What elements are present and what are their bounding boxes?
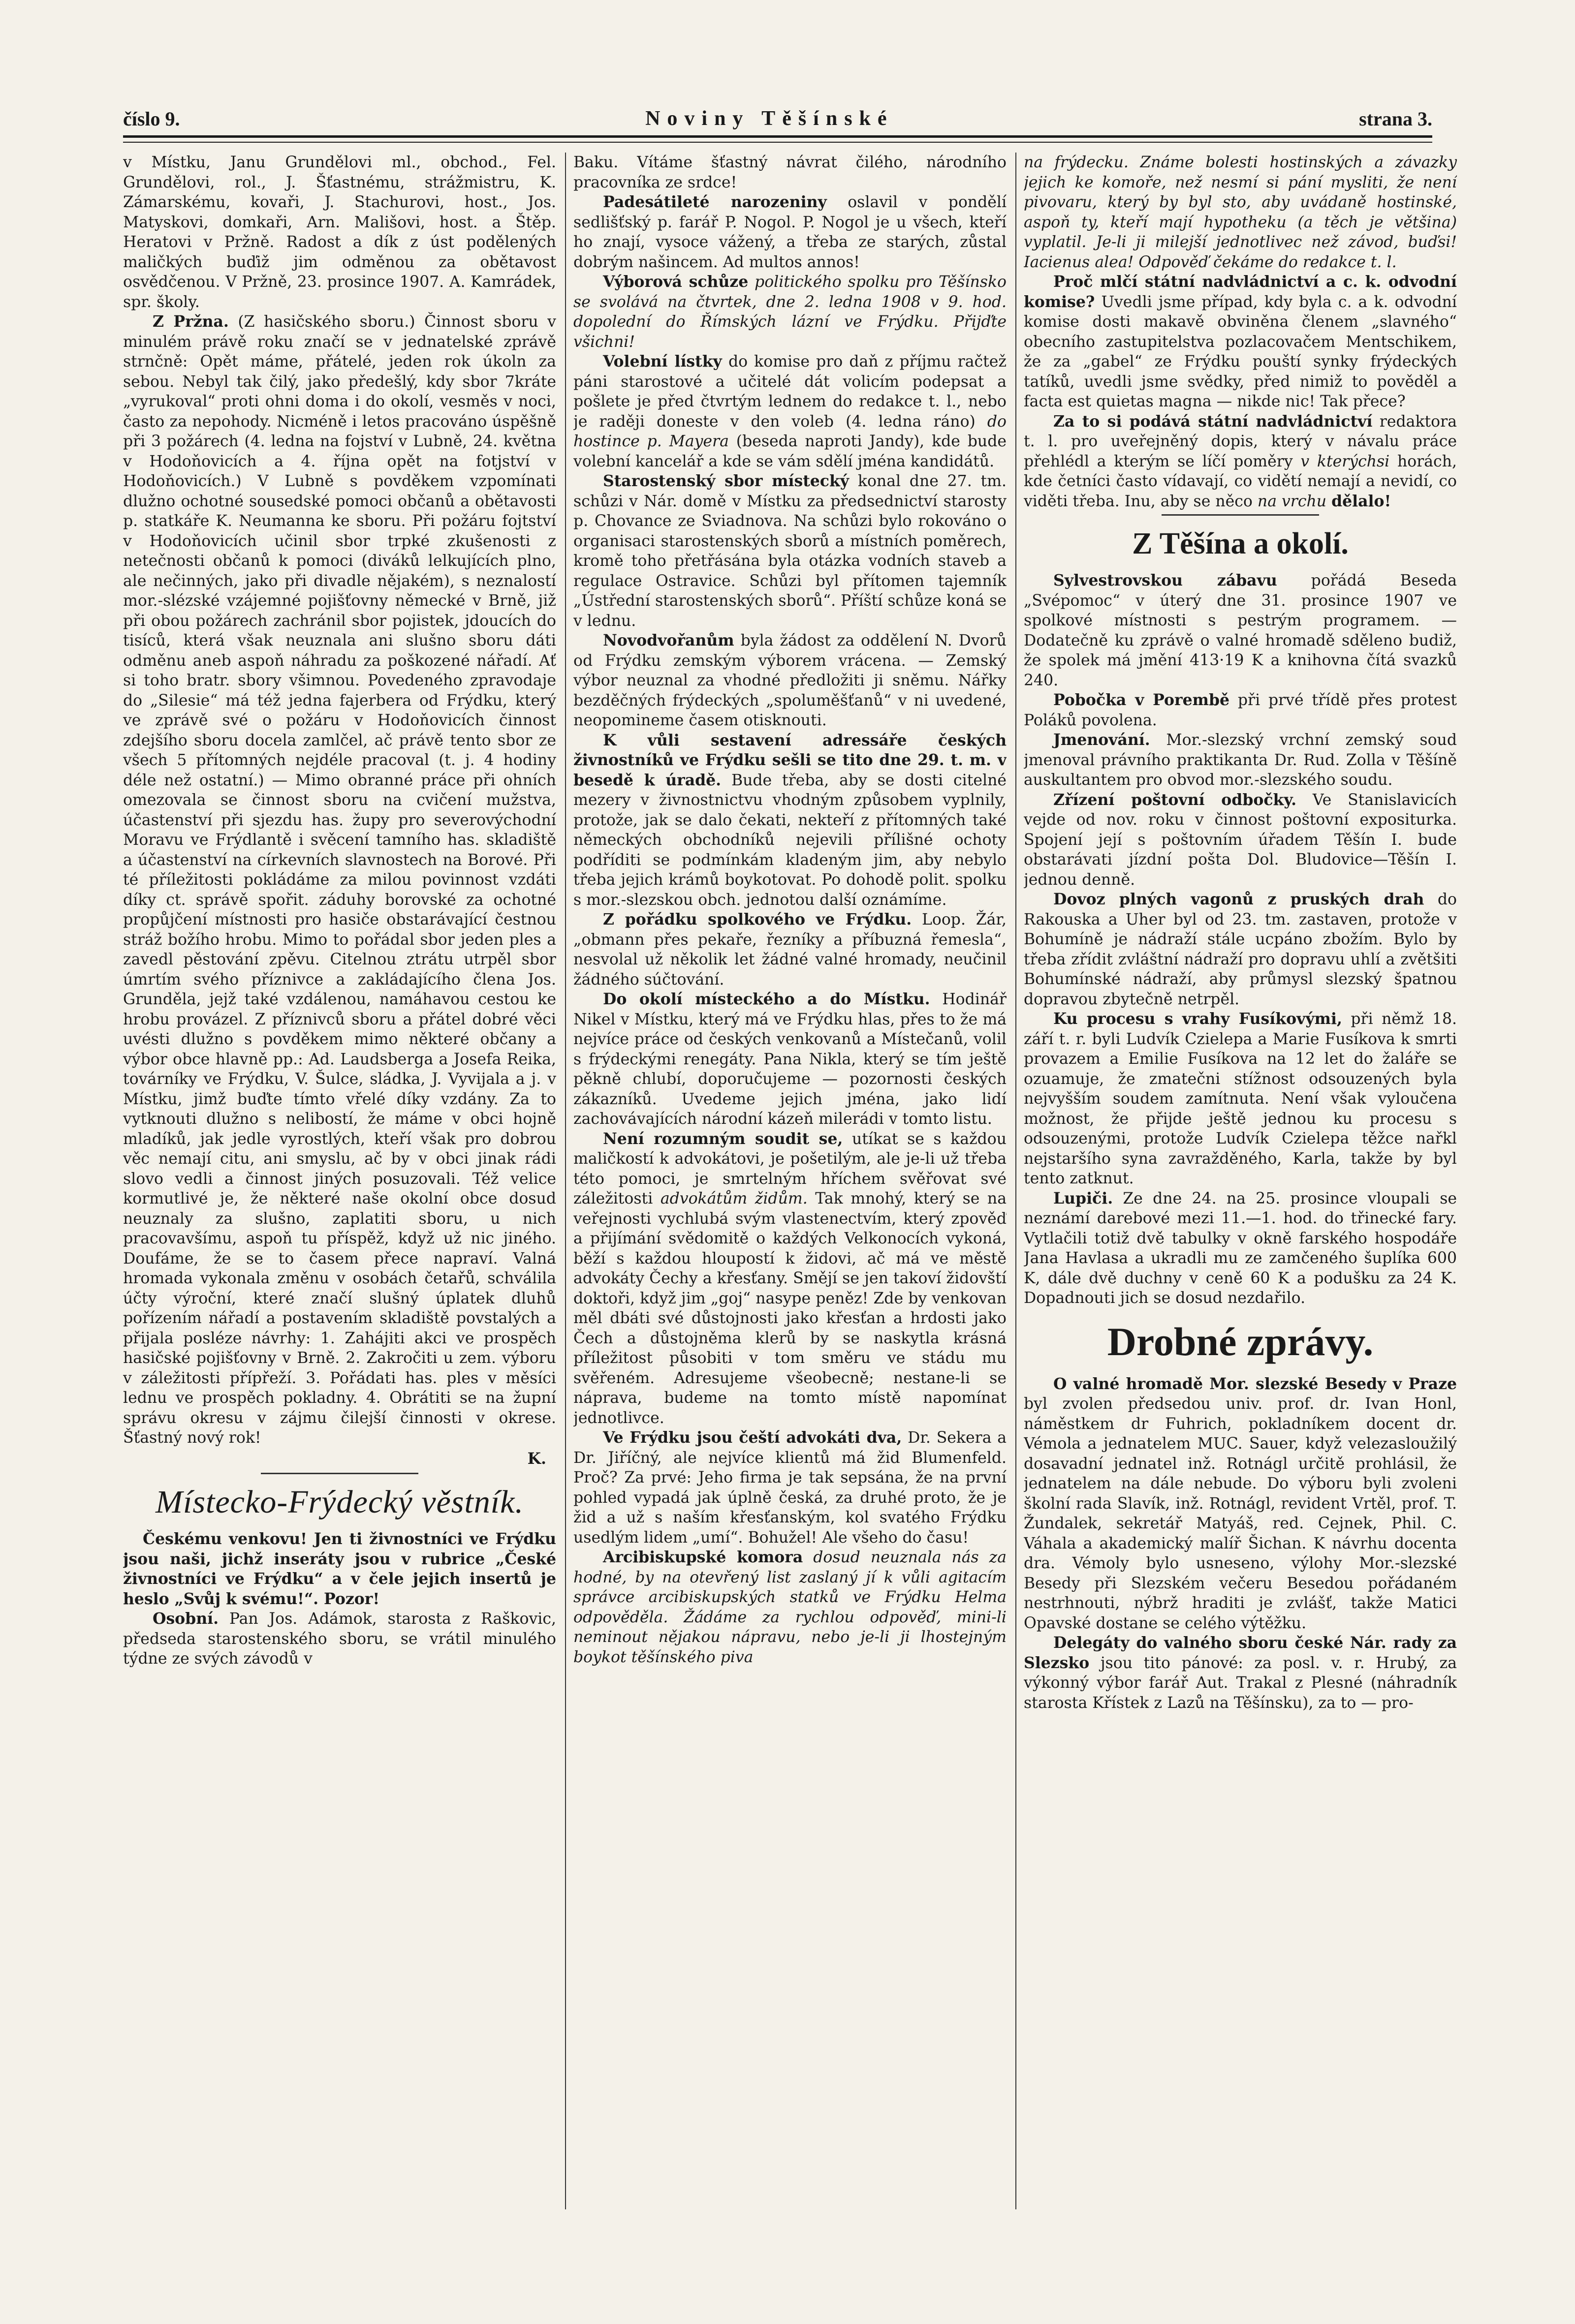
article-lead: Starostenský sbor místecký bbox=[603, 472, 850, 490]
column-1 bbox=[123, 153, 556, 2219]
article-lead: Z Pržna. bbox=[153, 312, 229, 331]
article-paragraph: na frýdecku. Známe bolesti hostinských a závazky jejich ke komoře, než nesmí si pání mysliti, že není pivovaru, který by byl sto, aby uvádaně hostinské, aspoň ty, kteří mají hypotheku (a těch je většina) vyplatil. Je-li ji milejší jednotlivec než závod, buďsi! Iacienus alea! Odpověď čekáme do redakce t. l. bbox=[1024, 154, 1457, 271]
article-paragraph: Z pořádku spolkového ve Frýdku. Loop. Žár, „obmann přes pekaře, řezníky a příbuzná řemesla“, nesvolal už několik let žádné valné hromady, neučinil žádného súčtování. bbox=[573, 910, 1007, 989]
article-paragraph: Pobočka v Porembě při prvé třídě přes protest Poláků povolena. bbox=[1024, 691, 1457, 729]
article-paragraph: Dovoz plných vagonů z pruských drah do Rakouska a Uher byl od 23. tm. zastaven, protože v Bohumíně je nádraží stále ucpáno zbožím. Bylo by třeba zřídit zvláštní nádraží pro dopravu uhlí a zvětšiti Bohumínské nádraží, aby průmysl slezský špatnou dopravou zbytečně netrpěl. bbox=[1024, 890, 1457, 1008]
article-lead: K vůli sestavení adressáře českých živnostníků ve Frýdku sešli se tito dne 29. t. m. v besedě k úradě. bbox=[573, 731, 1007, 789]
article-paragraph: Do okolí místeckého a do Místku. Hodinář Nikel v Místku, který má ve Frýdku hlas, přes to že má nejvíce práce od českých venkovanů a Místečanů, volil s frýdeckými renegáty. Pana Nikla, který se tím ještě pěkně chlubí, doporučujeme — pozornosti českých zákazníků. Uvedeme jejich jména, jako lidí zachovávajících národní kázeň milerádi v tomto listu. bbox=[573, 990, 1007, 1128]
article-lead: Za to si podává státní nadvládnictví bbox=[1053, 412, 1373, 431]
header-rule bbox=[123, 135, 1432, 143]
column-2 bbox=[573, 153, 1007, 2219]
section-title-vestnik: Místecko-Frýdecký věstník. bbox=[156, 1484, 524, 1520]
article-paragraph: Starostenský sbor místecký konal dne 27. tm. schůzi v Nár. domě v Místku za předsednictví starosty p. Chovance ze Sviadnova. Na schůzi bylo rokováno o organisaci starostenských sborů a místních poměrech, kromě toho přetřásána byla otázka vodních staveb a regulace Ostravice. Schůzi byl přítomen tajemník „Ústřední starostenských sborů“. Příští schůze koná se v lednu. bbox=[573, 472, 1007, 630]
section-divider bbox=[1162, 514, 1319, 516]
article-paragraph: Baku. Vítáme šťastný návrat čilého, národního pracovníka ze srdce! bbox=[573, 154, 1007, 191]
article-paragraph: Osobní. Pan Jos. Adámok, starosta z Raškovic, předseda starostenského sboru, se vrátil minulého týdne ze svých závodů v bbox=[123, 1610, 556, 1668]
article-signature: K. bbox=[527, 1449, 546, 1468]
article-lead: Pobočka v Porembě bbox=[1053, 691, 1230, 709]
article-paragraph: Ku procesu s vrahy Fusíkovými, při němž 18. září t. r. byli Ludvík Czielepa a Marie Fusíkova k smrti provazem a Emilie Fusíkova na 12 let do žaláře se ozuamuje, že zmatečni stížnost odsouzených byla nejvyšším soudem zamítnuta. Není však vyloučena možnost, že přijde ještě jednou ku procesu s odsouzenými, protože Ludvík Czielepa těžce nařkl nejstaršího syna zavražděného, Karla, takže by byl tento zatknut. bbox=[1024, 1010, 1457, 1187]
article-lead: Volební lístky bbox=[603, 352, 722, 371]
section-title-drobne: Drobné zprávy. bbox=[1107, 1319, 1374, 1364]
section-divider bbox=[261, 1473, 418, 1474]
article-lead: Delegáty do valného sboru české Nár. rady za Slezsko bbox=[1024, 1634, 1457, 1672]
article-lead: Sylvestrovskou zábavu bbox=[1053, 571, 1277, 589]
article-lead: Lupiči. bbox=[1053, 1189, 1113, 1208]
section-title-tesin: Z Těšína a okolí. bbox=[1132, 527, 1349, 560]
article-paragraph: Z Pržna. (Z hasičského sboru.) Činnost sboru v minulém právě roku značí se v jednatelské zprávě strnčně: Opět máme, přátelé, jeden rok úkoln za sebou. Nebyl tak čilý, jako předešlý, kdy sbor 7kráte „vyrukoval“ proti ohni doma i do okolí, vesměs v noci, často za nepohody. Nicméně i letos pracováno úspěšně při 3 požárech (4. ledna na fojství v Lubně, 24. května v Hodoňovicích a 4. října opět na fotjství v Hodoňovicích.) V Lubně s povděkem vzpomínati dlužno ochotné sousedské pomoci občanů a obětavosti p. statkáře K. Neumanna ke sboru. Při požáru fojtství v Hodoňovicích učinil sbor trpké zkušenosti z netečnosti občanů k pomoci (diváků lelkujících plno, ale nečinných, jako při divadle nějakém), s neznalostí mor.-slézské vzájemné pojišťovny německé v Brně, již při obou požárech zachránil sbor pojistek, jdoucích do tisíců, která však neuznala ani slušno sboru dáti odměnu aneb aspoň náhradu za poškozené nářadí. Ať si toho bratr. sbory všimnou. Povedeného zpravodaje do „Silesie“ má též jedna fajerbera od Frýdku, který ve zprávě své o požáru v Hodoňovicích činnost zdejšího sboru docela zamlčel, ač právě tento sbor ze všech 5 přítomných nejdéle pracoval (t. j. 4 hodiny déle než ostatní.) — Mimo obranné práce při ohních omezovala se činnost sboru na cvičení mužstva, účastenství při sjezdu has. župy pro severovýchodní Moravu ve Frýdlantě i svěcení tamního has. skladiště a účastenství na církevních slavnostech na Borové. Při té příležitosti pokládáme za milou povinnost vzdáti díky ct. správě spořit. záduhy borovské za ochotné propůjčení místnosti pro hasiče obstarávající čestnou stráž božího hrobu. Mimo to pořádal sbor jeden ples a zavedl pěstování zpěvu. Citelnou ztrátu utrpěl sbor úmrtím svého příznivce a zakládajícího člena Jos. Grunděla, jejž také vzdálenou, namáhavou cestou ke hrobu provázel. Z příznivců sboru a přátel dobré věci uvésti dlužno s povděkem mimo některé občany a výbor obce hlavně pp.: Ad. Laudsberga a Josefa Reika, továrníky ve Frýdku, V. Šulce, sládka, J. Vyvijala a j. v Místku, jimž buďte tímto vřelé díky vzdány. Za to vytknouti dlužno s nelibostí, že máme v obci hojně mladíků, jak jedle vyrostlých, kteří však pro dobrou věc nemají citu, ani smyslu, ač by v obci jinak rádi slovo vedli a činnost jiných posuzovali. Též velice kormutlivé je, že některé naše okolní obce dosud neuznaly za slušno, zaplatiti sboru, u nich pracovavšímu, aspoň tu příspěž, když už nic jiného. Doufáme, že se to časem přece napraví. Valná hromada vykonala změnu v osobách četařů, schválila účty výroční, které značí slušný úplatek dluhů pořízením nářadí a postavením skladiště povstalých a přijala posléze návrhy: 1. Zahájiti akci ve prospěch hasičské pojišťovny v Brně. 2. Zakročiti u zem. výboru v záležitosti přípřeží. 3. Pořádati has. ples v měsíci lednu ve prospěch pokladny. 4. Obrátiti se na župní správu okresu v zájmu čilejší činnosti v okrese. Šťastný nový rok! bbox=[123, 312, 556, 1447]
article-paragraph: Padesátileté narozeniny oslavil v pondělí sedlišťský p. farář P. Nogol. P. Nogol je u všech, kteří ho znají, vysoce vážený, a třeba ze starých, zůstal dobrým našincem. Ad multos annos! bbox=[573, 193, 1007, 271]
article-paragraph: Za to si podává státní nadvládnictví redaktora t. l. pro uveřejněný dopis, který v návalu práce přehlédl a kterým se líčí poměry v kterýchsi horách, kde četníci často vídavají, co vidětí nemají a nevidí, co viděti třeba. Inu, aby se něco na vrchu dělalo! bbox=[1024, 412, 1457, 510]
article-paragraph: Výborová schůze politického spolku pro Těšínsko se svolává na čtvrtek, dne 2. ledna 1908 v 9. hod. dopolední do Římských lázní ve Frýdku. Přijďte všichni! bbox=[573, 273, 1007, 351]
article-lead: Není rozumným soudit se, bbox=[603, 1129, 843, 1148]
issue-number: číslo 9. bbox=[123, 108, 180, 130]
article-lead: Zřízení poštovní odbočky. bbox=[1053, 790, 1297, 809]
article-lead: Ve Frýdku jsou čeští advokáti dva, bbox=[603, 1428, 902, 1447]
article-paragraph: Arcibiskupské komora dosud neuznala nás za hodné, by na otevřený list zaslaný jí k vůli agitacím správce arcibiskupských statků ve Frýdku Helma odpověděla. Žádáme za rychlou odpověď, mini-li neminout nějakou nápravu, nebo je-li ji lhostejným boykot těšínského piva bbox=[573, 1548, 1007, 1666]
article-paragraph: Delegáty do valného sboru české Nár. rady za Slezsko jsou tito pánové: za posl. v. r. Hrubý, za výkonný výbor farář Aut. Trakal z Plesné (náhradník starosta Křístek z Lazů na Těšínsku), za to — pro- bbox=[1024, 1634, 1457, 1712]
article-paragraph: Jmenování. Mor.-slezský vrchní zemský soud jmenoval právního praktikanta Dr. Rud. Zolla v Těšíně auskultantem pro obvod mor.-slezského soudu. bbox=[1024, 731, 1457, 789]
article-paragraph: Lupiči. Ze dne 24. na 25. prosince vloupali se neznámí darebové mezi 11.—1. hod. do třinecké fary. Vytlačili totiž dvě tabulky v okně farského hospodáře Jana Havlasa a ukradli mu ze zamčeného šuplíka 600 K, dále dvě duchny v ceně 60 K a podušku za 24 K. Dopadnouti jich se dosud nezdařilo. bbox=[1024, 1189, 1457, 1307]
article-lead: Výborová schůze bbox=[603, 273, 749, 291]
article-paragraph: O valné hromadě Mor. slezské Besedy v Praze byl zvolen předsedou univ. prof. dr. Ivan Honl, náměstkem dr Fuhrich, pokladníkem docent dr. Vémola a jednatelem MUC. Sauer, když velezasloužilý dosavadní jednatel inž. Rotnágl určitě prohlásil, že jednatelem na dále nebude. Do výboru byli zvoleni školní rada Slavík, inž. Rotnágl, revident Vrtěl, prof. T. Žundalek, sekretář Matyáš, red. Cejnek, Phil. C. Váhala a akademický malíř Šichan. K návrhu docenta dra. Vémoly bylo usneseno, výlohy Mor.-slezské Besedy při Slezském večeru Besedou pořádaném nestrhnouti, nýbrž hraditi je zvlášť, takže Matici Opavské dostane se celého výtěžku. bbox=[1024, 1374, 1457, 1632]
article-paragraph: Není rozumným soudit se, utíkat se s každou maličkostí k advokátovi, je pošetilým, ale je-li už třeba této pomoci, je smrtelným hříchem svěřovat své záležitosti advokátům židům. Tak mnohý, který se na veřejnosti vychlubá svým vlastenectvím, který zpověď a přijímání svědomitě o každých Velkonocích vykoná, běží s každou hloupostí k židovi, ač má ve městě advokáty Čechy a křesťany. Smějí se jen takoví židovští doktoři, když jim „goj“ nasype peněz! Zde by venkovan měl dbáti své důstojnosti jako křesťan a hrdosti jako Čech a důstojněma klerů by se naskytla krásná příležitost působiti v tom směru ve stádu mu svěřeném. Adresujeme všeobecně; nestane-li se náprava, budeme na tomto místě napomínat jednotlivce. bbox=[573, 1129, 1007, 1427]
article-paragraph: v Místku, Janu Grundělovi ml., obchod., Fel. Grundělovi, rol., J. Šťastnému, strážmistru, K. Zámarskému, kovaři, J. Stachurovi, host., Jos. Matyskovi, domkaři, Arn. Mališovi, host. a Štěp. Heratovi v Pržně. Radost a dík z úst podělených maličkých buďiž jim odměnou za obětavost osvědčenou. V Pržně, 23. prosince 1907. A. Kamrádek, spr. školy. bbox=[123, 154, 556, 311]
page-number: strana 3. bbox=[1359, 108, 1432, 130]
column-divider bbox=[1015, 153, 1016, 2209]
article-paragraph: Zřízení poštovní odbočky. Ve Stanislavicích vejde od nov. roku v činnost poštovní expositurka. Spojení její s poštovním úřadem Těšín I. bude obstarávati jízdní pošta Dol. Bludovice—Těšín I. jednou denně. bbox=[1024, 790, 1457, 889]
article-paragraph: Volební lístky do komise pro daň z příjmu račtež páni starostové a učitelé dát volicím podepsat a pošlete je před čtvrtým lednem do redakce t. l., nebo je raději doneste v den voleb (4. ledna ráno) do hostince p. Mayera (beseda naproti Jandy), kde bude volební kancelář a kde se vám sdělí jména kandidátů. bbox=[573, 352, 1007, 470]
article-lead: Padesátileté narozeniny bbox=[603, 193, 827, 211]
article-paragraph: Sylvestrovskou zábavu pořádá Beseda „Svépomoc“ v úterý dne 31. prosince 1907 ve spolkové místnosti s pestrým programem. — Dodatečně ku zprávě o valné hromadě sděleno budiž, že spolek má jmění 413·19 K a knihovna čítá svazků 240. bbox=[1024, 571, 1457, 689]
article-lead: Proč mlčí státní nadvládnictví a c. k. odvodní komise? bbox=[1024, 273, 1457, 311]
article-paragraph: Ve Frýdku jsou čeští advokáti dva, Dr. Sekera a Dr. Jiříčný, ale nejvíce klientů má žid Blumenfeld. Proč? Za prvé: Jeho firma je tak sepsána, že na první pohled vypadá jak úplně česká, za druhé proto, že je žid a už s naším křesťanským, kol svatého Frýdku usedlým lidem „umí“. Bohužel! Ale všeho do času! bbox=[573, 1428, 1007, 1547]
notice-paragraph: Českému venkovu! Jen ti živnostníci ve Frýdku jsou naši, jichž inseráty jsou v rubrice „České živnostníci ve Frýdku“ a v čele jejich insertů je heslo „Svůj k svému!“. Pozor! bbox=[123, 1530, 556, 1608]
article-paragraph: Proč mlčí státní nadvládnictví a c. k. odvodní komise? Uvedli jsme případ, kdy byla c. a k. odvodní komise dosti makavě obviněna členem „slavného“ obecního zastupitelstva pozlacovačem Mentschikem, že za „gabel“ ze Frýdku pouští synky frýdeckých tatíků, uvedli jsme svědky, před nimiž to pověděl a facta est quietas magna — nikde nic! Tak přece? bbox=[1024, 273, 1457, 410]
article-lead: O valné hromadě Mor. slezské Besedy v Praze bbox=[1053, 1374, 1457, 1393]
article-lead: Arcibiskupské komora bbox=[603, 1548, 803, 1566]
article-lead: Dovoz plných vagonů z pruských drah bbox=[1053, 890, 1424, 908]
article-lead: Novodvořanům bbox=[603, 631, 734, 650]
column-divider bbox=[565, 153, 566, 2209]
article-paragraph: K vůli sestavení adressáře českých živnostníků ve Frýdku sešli se tito dne 29. t. m. v besedě k úradě. Bude třeba, aby se dosti citelné mezery v živnostnictvu vhodným způsobem vyplnily, protože, jak se dalo čekati, nekteří z přítomných také německých obchodníků nejevili přílišné ochoty podříditi se podmínkám kladeným jim, aby nebylo třeba jejich krámů boykotovat. Po dohodě polit. spolku s mor.-slezskou obch. jednotou další oznámíme. bbox=[573, 731, 1007, 909]
article-paragraph: Novodvořanům byla žádost za oddělení N. Dvorů od Frýdku zemským výborem vrácena. — Zemský výbor neuznal za vhodné předložiti ji sněmu. Nářky bezděčných frýdeckých „spoluměšťanů“ v ni uvedené, neopomineme časem otisknouti. bbox=[573, 631, 1007, 729]
column-3 bbox=[1024, 153, 1457, 2219]
article-lead: Z pořádku spolkového ve Frýdku. bbox=[603, 910, 912, 929]
article-lead: Osobní. bbox=[153, 1610, 219, 1628]
article-lead: Jmenování. bbox=[1053, 731, 1150, 749]
newspaper-title: Noviny Těšínské bbox=[645, 107, 894, 130]
article-lead: Ku procesu s vrahy Fusíkovými, bbox=[1053, 1010, 1342, 1028]
page-header bbox=[123, 101, 1432, 130]
article-lead: Do okolí místeckého a do Místku. bbox=[603, 990, 930, 1008]
